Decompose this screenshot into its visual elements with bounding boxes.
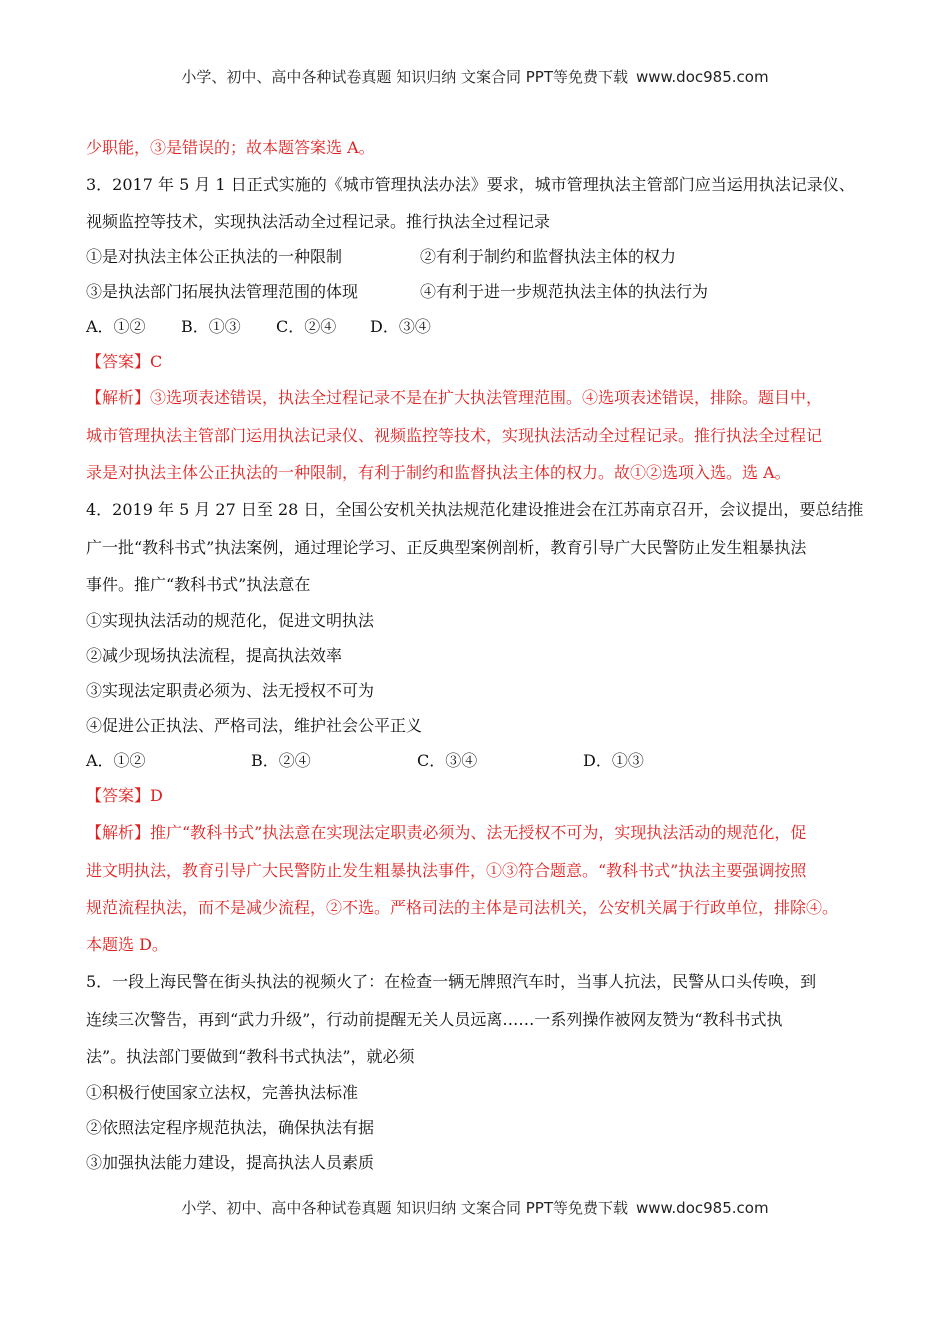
q4-analysis-line-2: 进文明执法，教育引导广大民警防止发生粗暴执法事件，①③符合题意。“教科书式”执法主要强调按照 — [86, 861, 807, 880]
q3-answer: 【答案】C — [86, 352, 163, 371]
q4-analysis-line-4: 本题选 D。 — [86, 935, 168, 954]
q4-item-1: ①实现执法活动的规范化，促进文明执法 — [86, 611, 375, 630]
q3-choice-a: A．①② — [86, 317, 146, 336]
q5-stem-line-1: 5．一段上海民警在街头执法的视频火了：在检查一辆无牌照汽车时，当事人抗法，民警从口头传唤，到 — [86, 972, 817, 991]
q4-item-3: ③实现法定职责必须为、法无授权不可为 — [86, 681, 375, 700]
q3-stem-line-2: 视频监控等技术，实现执法活动全过程记录。推行执法全过程记录 — [86, 212, 551, 231]
q3-analysis-line-3: 录是对执法主体公正执法的一种限制，有利于制约和监督执法主体的权力。故①②选项入选。选 A。 — [86, 463, 791, 482]
footer-text: 小学、初中、高中各种试卷真题 知识归纳 文案合同 PPT等免费下载 — [181, 1199, 628, 1217]
q4-answer: 【答案】D — [86, 786, 163, 805]
q4-stem-line-1: 4．2019 年 5 月 27 日至 28 日，全国公安机关执法规范化建设推进会在江苏南京召开，会议提出，要总结推 — [86, 500, 864, 519]
q4-choice-d: D．①③ — [583, 751, 644, 770]
q5-item-2: ②依照法定程序规范执法，确保执法有据 — [86, 1118, 375, 1137]
page-header — [0, 66, 950, 87]
q4-stem-line-3: 事件。推广“教科书式”执法意在 — [86, 575, 311, 594]
q4-choice-b: B．②④ — [251, 751, 311, 770]
q5-stem-line-2: 连续三次警告，再到“武力升级”，行动前提醒无关人员远离……一系列操作被网友赞为“教科书式执 — [86, 1010, 783, 1029]
q4-analysis-line-1: 【解析】推广“教科书式”执法意在实现法定职责必须为、法无授权不可为，实现执法活动的规范化，促 — [86, 823, 807, 842]
q3-item-2: ②有利于制约和监督执法主体的权力 — [420, 247, 677, 266]
header-site-link[interactable]: www.doc985.com — [635, 68, 769, 86]
prev-answer-tail: 少职能，③是错误的；故本题答案选 A。 — [86, 138, 375, 157]
q3-item-1: ①是对执法主体公正执法的一种限制 — [86, 247, 343, 266]
q4-choices — [86, 751, 644, 771]
header-text: 小学、初中、高中各种试卷真题 知识归纳 文案合同 PPT等免费下载 — [181, 68, 628, 86]
q3-choice-c: C．②④ — [276, 317, 337, 336]
q3-choice-b: B．①③ — [181, 317, 241, 336]
q4-item-2: ②减少现场执法流程，提高执法效率 — [86, 646, 343, 665]
footer-site-link[interactable]: www.doc985.com — [635, 1199, 769, 1217]
q3-analysis-line-1: 【解析】③选项表述错误，执法全过程记录不是在扩大执法管理范围。④选项表述错误，排除。题目中， — [86, 388, 823, 407]
q4-choice-a: A．①② — [86, 751, 146, 770]
q4-analysis-line-3: 规范流程执法，而不是减少流程，②不选。严格司法的主体是司法机关，公安机关属于行政单位，排除④。 — [86, 898, 839, 917]
q4-stem-line-2: 广一批“教科书式”执法案例，通过理论学习、正反典型案例剖析，教育引导广大民警防止发生粗暴执法 — [86, 538, 807, 557]
q5-item-3: ③加强执法能力建设，提高执法人员素质 — [86, 1153, 375, 1172]
q3-item-4: ④有利于进一步规范执法主体的执法行为 — [420, 282, 709, 301]
q4-item-4: ④促进公正执法、严格司法，维护社会公平正义 — [86, 716, 423, 735]
q3-choice-d: D．③④ — [370, 317, 431, 336]
q3-stem-line-1: 3．2017 年 5 月 1 日正式实施的《城市管理执法办法》要求，城市管理执法主管部门应当运用执法记录仪、 — [86, 175, 855, 194]
page-footer — [0, 1197, 950, 1218]
q5-item-1: ①积极行使国家立法权，完善执法标准 — [86, 1083, 359, 1102]
q5-stem-line-3: 法”。执法部门要做到“教科书式执法”，就必须 — [86, 1047, 415, 1066]
q3-item-3: ③是执法部门拓展执法管理范围的体现 — [86, 282, 359, 301]
q3-choices — [86, 317, 431, 337]
q4-choice-c: C．③④ — [417, 751, 478, 770]
q3-analysis-line-2: 城市管理执法主管部门运用执法记录仪、视频监控等技术，实现执法活动全过程记录。推行执法全过程记 — [86, 426, 823, 445]
